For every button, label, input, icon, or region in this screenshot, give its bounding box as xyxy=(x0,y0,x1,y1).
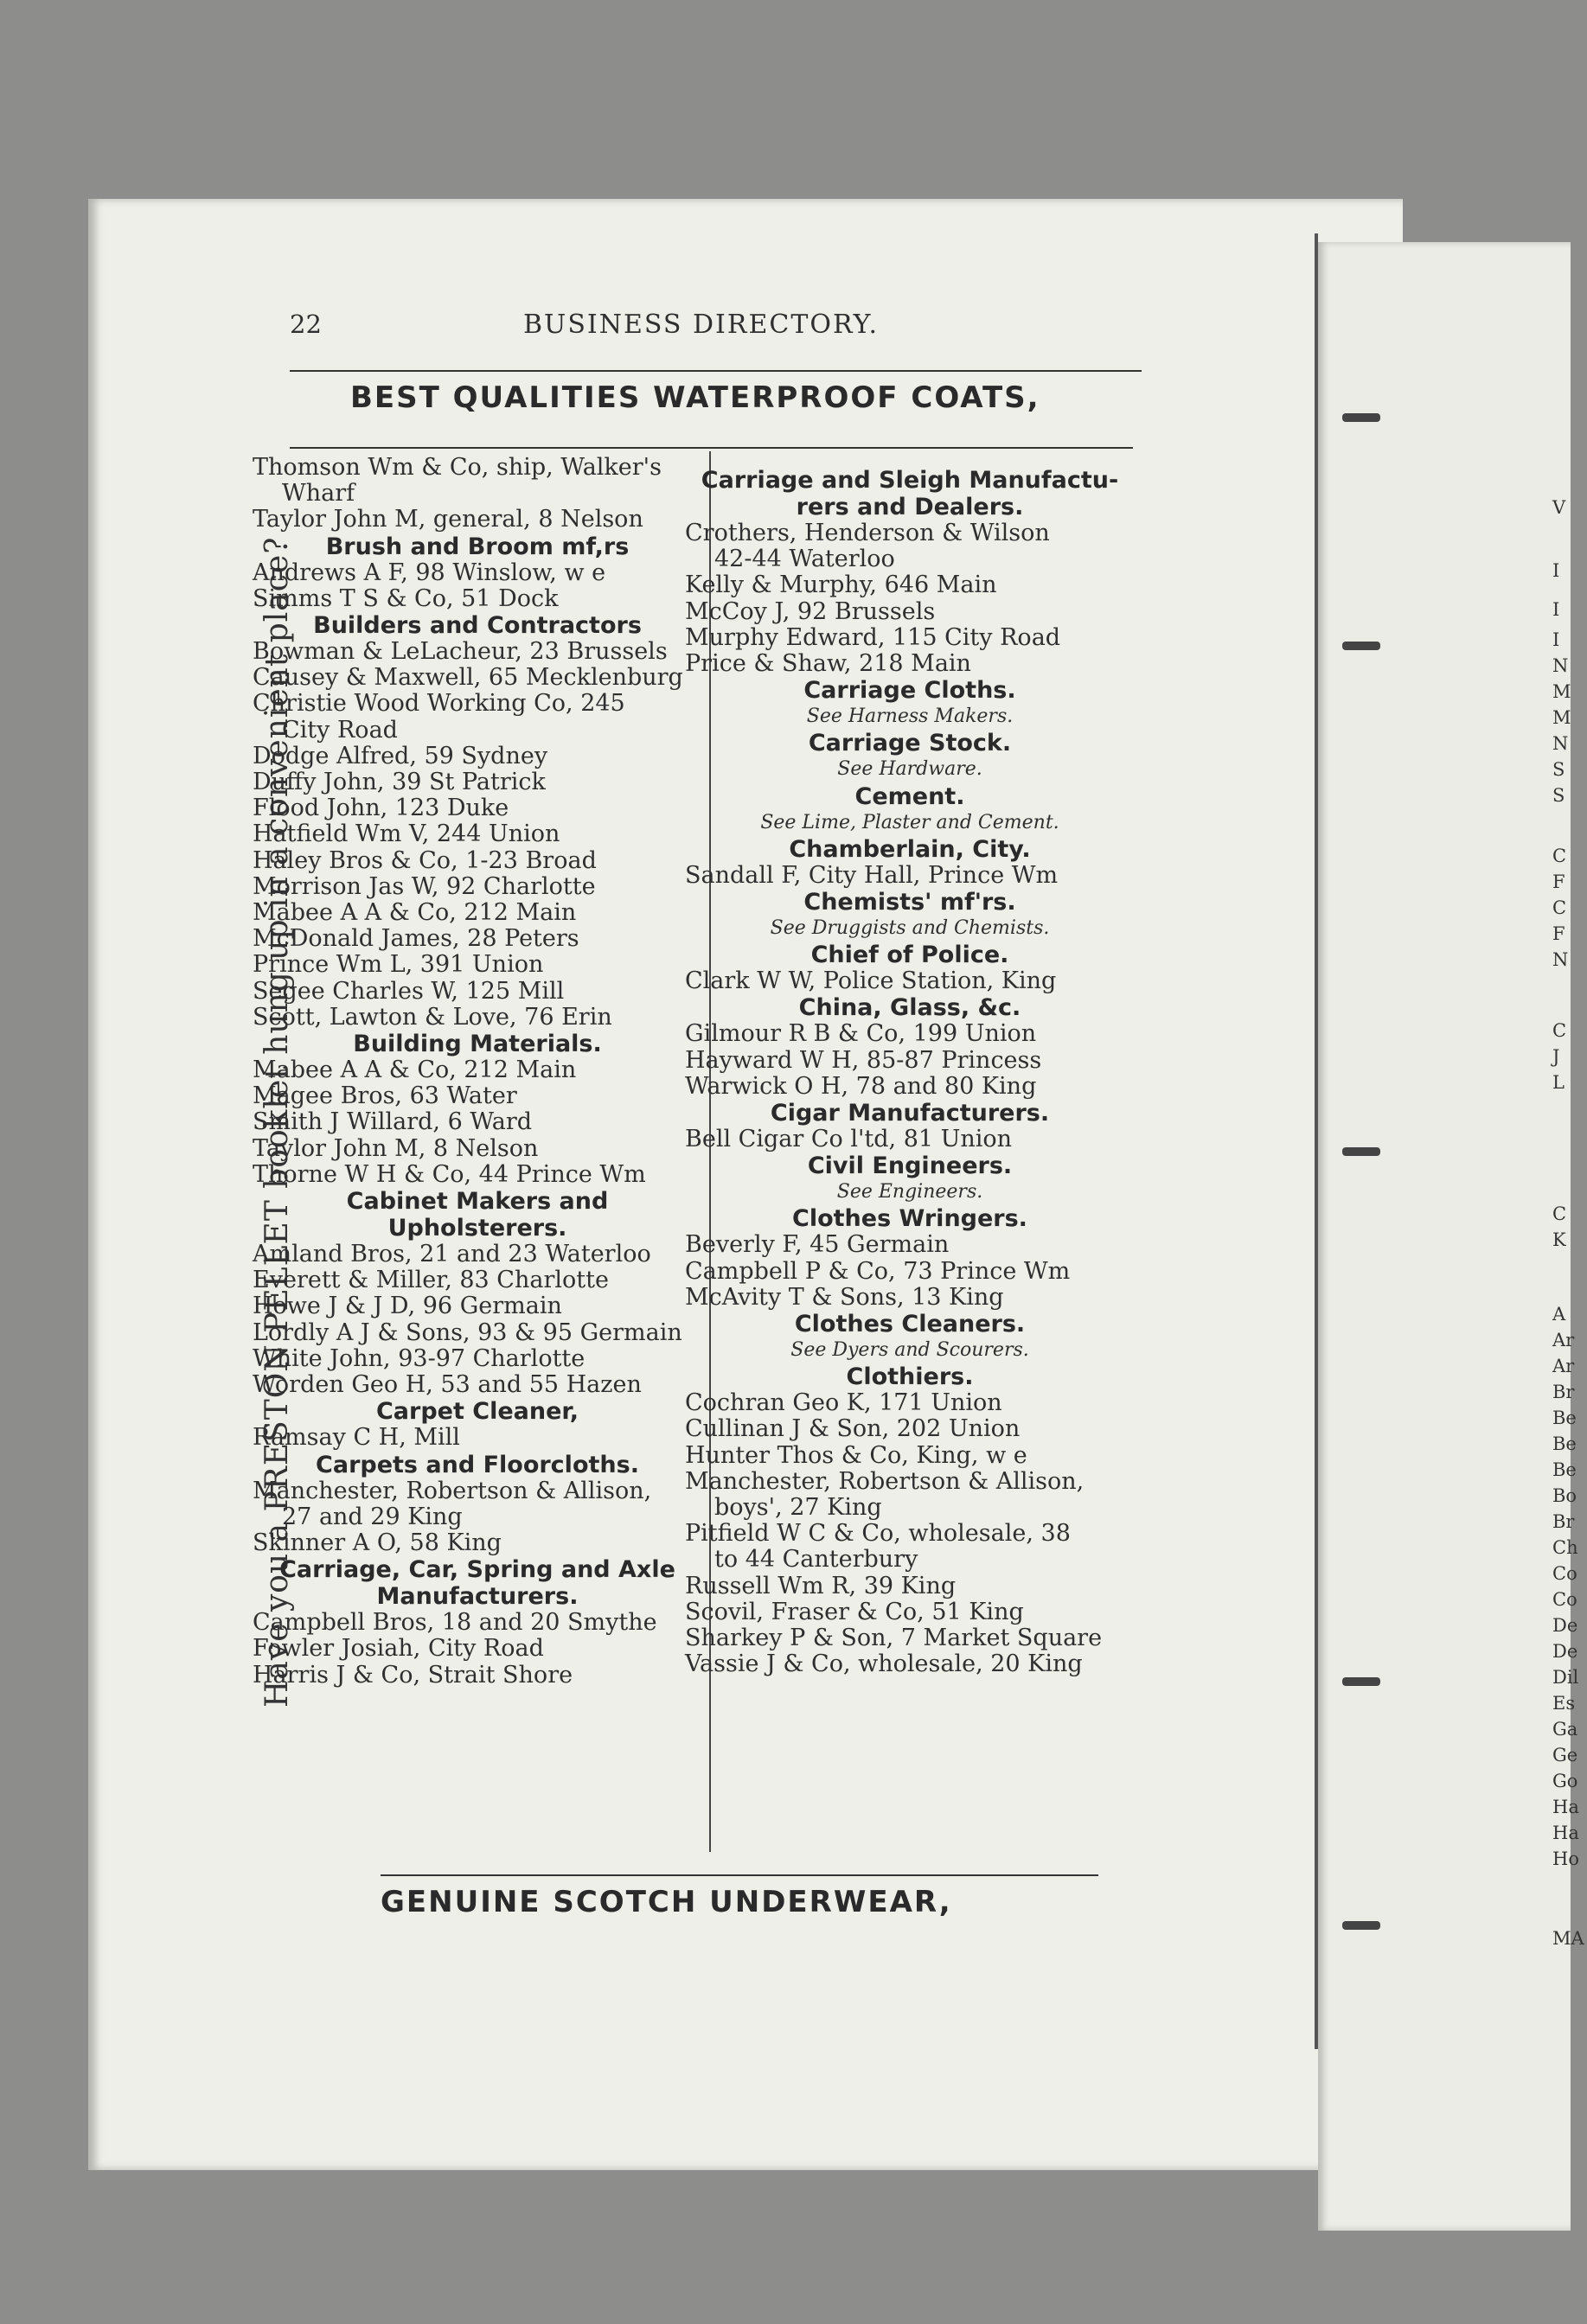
facing-page-letter: A xyxy=(1552,1304,1566,1325)
directory-entry: Hunter Thos & Co, King, w e xyxy=(685,1441,1027,1469)
facing-page-letter: Es xyxy=(1552,1693,1576,1714)
facing-page-letter: C xyxy=(1552,1020,1567,1041)
facing-page-letter: Co xyxy=(1552,1563,1577,1584)
facing-page-letter: Ha xyxy=(1552,1823,1579,1843)
category-heading: Chief of Police. xyxy=(810,942,1009,969)
cross-reference: See Hardware. xyxy=(837,758,982,781)
directory-entry: Flood John, 123 Duke xyxy=(253,795,509,822)
category-heading: Carriage Stock. xyxy=(808,730,1012,757)
facing-page-letter: Be xyxy=(1552,1408,1577,1428)
facing-page-letter: C xyxy=(1552,846,1567,866)
directory-entry: Vassie J & Co, wholesale, 20 King xyxy=(685,1650,1083,1678)
top-banner: BEST QUALITIES WATERPROOF COATS, xyxy=(350,380,1040,415)
facing-page-letter: Be xyxy=(1552,1459,1577,1480)
header-rule xyxy=(290,370,1142,372)
directory-entry: Pitfield W C & Co, wholesale, 38 xyxy=(685,1520,1071,1548)
category-heading: Carriage and Sleigh Manufactu- xyxy=(701,467,1119,494)
directory-entry: Magee Bros, 63 Water xyxy=(253,1082,517,1110)
facing-page-letter: Ha xyxy=(1552,1797,1579,1817)
facing-page-letter: Ga xyxy=(1552,1719,1578,1740)
facing-page-letter: De xyxy=(1552,1641,1578,1662)
directory-entry: Worden Geo H, 53 and 55 Hazen xyxy=(253,1371,642,1399)
running-head: BUSINESS DIRECTORY. xyxy=(523,310,880,340)
directory-entry: Harris J & Co, Strait Shore xyxy=(253,1661,573,1689)
directory-entry: 27 and 29 King xyxy=(282,1503,463,1530)
facing-page-letter: Ar xyxy=(1552,1330,1575,1350)
directory-entry: Ramsay C H, Mill xyxy=(253,1424,460,1452)
facing-page-letter: F xyxy=(1552,872,1565,892)
directory-entry: Mabee A A & Co, 212 Main xyxy=(253,1057,577,1084)
facing-page-letter: M xyxy=(1552,707,1571,728)
facing-page xyxy=(1318,242,1571,2231)
directory-entry: Campbell Bros, 18 and 20 Smythe xyxy=(253,1609,657,1637)
category-heading: Clothiers. xyxy=(846,1363,974,1391)
facing-page-letter: I xyxy=(1552,599,1560,620)
category-heading: Carriage Cloths. xyxy=(803,677,1016,705)
category-heading: Carpets and Floorcloths. xyxy=(316,1451,639,1478)
left-column xyxy=(253,455,702,1689)
category-heading: Building Materials. xyxy=(353,1031,602,1058)
facing-page-letter: I xyxy=(1552,560,1560,581)
facing-page-letter: Be xyxy=(1552,1433,1577,1454)
directory-entry: Segee Charles W, 125 Mill xyxy=(253,977,565,1005)
directory-entry: Sharkey P & Son, 7 Market Square xyxy=(685,1625,1103,1652)
category-heading: Carpet Cleaner, xyxy=(375,1398,579,1426)
directory-entry: Hatfield Wm V, 244 Union xyxy=(253,820,560,848)
directory-entry: McDonald James, 28 Peters xyxy=(253,925,579,953)
facing-page-letter: F xyxy=(1552,923,1565,944)
directory-entry: Campbell P & Co, 73 Prince Wm xyxy=(685,1257,1071,1285)
directory-entry: Wharf xyxy=(282,480,355,508)
category-heading: Brush and Broom mf,rs xyxy=(325,533,630,560)
directory-entry: Haley Bros & Co, 1-23 Broad xyxy=(253,846,597,874)
directory-entry: Warwick O H, 78 and 80 King xyxy=(685,1072,1037,1100)
directory-entry: Manchester, Robertson & Allison, xyxy=(685,1467,1085,1495)
directory-entry: Dodge Alfred, 59 Sydney xyxy=(253,742,548,769)
facing-page-letter: Go xyxy=(1552,1771,1578,1791)
directory-entry: Sandall F, City Hall, Prince Wm xyxy=(685,861,1059,889)
cross-reference: See Harness Makers. xyxy=(806,706,1014,728)
directory-entry: Price & Shaw, 218 Main xyxy=(685,650,971,678)
category-heading: Clothes Cleaners. xyxy=(794,1311,1026,1338)
directory-entry: Murphy Edward, 115 City Road xyxy=(685,623,1061,651)
facing-page-letter: S xyxy=(1552,785,1565,806)
directory-entry: Mabee A A & Co, 212 Main xyxy=(253,899,577,927)
facing-page-letter: Co xyxy=(1552,1589,1577,1610)
binding-mark xyxy=(1342,1677,1380,1686)
category-heading: Carriage, Car, Spring and Axle xyxy=(279,1556,675,1584)
directory-entry: Gilmour R B & Co, 199 Union xyxy=(685,1020,1037,1048)
category-heading: Cabinet Makers and xyxy=(346,1188,609,1216)
category-heading: Cigar Manufacturers. xyxy=(770,1100,1050,1127)
facing-page-letter: C xyxy=(1552,1204,1567,1224)
binding-mark xyxy=(1342,1921,1380,1930)
bottom-banner: GENUINE SCOTCH UNDERWEAR, xyxy=(381,1885,952,1919)
directory-entry: Fowler Josiah, City Road xyxy=(253,1635,544,1663)
directory-entry: Clark W W, Police Station, King xyxy=(685,967,1057,995)
directory-entry: Bell Cigar Co l'td, 81 Union xyxy=(685,1126,1013,1153)
directory-entry: City Road xyxy=(282,716,398,744)
directory-entry: Skinner A O, 58 King xyxy=(253,1529,502,1556)
facing-page-letter: C xyxy=(1552,897,1567,918)
cross-reference: See Engineers. xyxy=(836,1181,983,1204)
category-heading: Civil Engineers. xyxy=(807,1152,1013,1180)
directory-entry: Cullinan J & Son, 202 Union xyxy=(685,1415,1021,1443)
vertical-advertisement: Have you a PRESTON PELLET booklet hung up in a convenient place? xyxy=(259,536,295,1708)
right-column xyxy=(685,467,1135,1678)
category-heading: Builders and Contractors xyxy=(313,612,642,640)
facing-page-letter: J xyxy=(1552,1046,1560,1067)
binding-mark xyxy=(1342,413,1380,422)
category-heading: Upholsterers. xyxy=(387,1215,567,1242)
category-heading: Manufacturers. xyxy=(376,1583,579,1611)
facing-page-letter: Ch xyxy=(1552,1537,1578,1558)
facing-page-letter: Dil xyxy=(1552,1667,1579,1688)
facing-page-letter: Ho xyxy=(1552,1848,1579,1869)
binding-mark xyxy=(1342,642,1380,650)
directory-entry: Amland Bros, 21 and 23 Waterloo xyxy=(253,1241,651,1268)
category-heading: rers and Dealers. xyxy=(796,494,1024,520)
category-heading: Cement. xyxy=(854,782,965,810)
binding-mark xyxy=(1342,1147,1380,1156)
directory-entry: Andrews A F, 98 Winslow, w e xyxy=(253,559,606,586)
directory-entry: Scott, Lawton & Love, 76 Erin xyxy=(253,1003,612,1031)
facing-page-letter: N xyxy=(1552,655,1569,676)
facing-page-letter: MA xyxy=(1552,1928,1584,1949)
cross-reference: See Dyers and Scourers. xyxy=(790,1339,1029,1362)
directory-entry: 42-44 Waterloo xyxy=(714,546,895,573)
page-number: 22 xyxy=(290,310,322,339)
directory-entry: Bowman & LeLacheur, 23 Brussels xyxy=(253,638,668,666)
facing-page-letter: N xyxy=(1552,949,1569,970)
directory-entry: Scovil, Fraser & Co, 51 King xyxy=(685,1598,1024,1625)
facing-page-letter: L xyxy=(1552,1072,1565,1093)
facing-page-letter: I xyxy=(1552,629,1560,650)
facing-page-letter: Ar xyxy=(1552,1356,1575,1376)
directory-entry: Taylor John M, general, 8 Nelson xyxy=(253,506,643,533)
directory-entry: Russell Wm R, 39 King xyxy=(685,1572,957,1599)
facing-page-letter: De xyxy=(1552,1615,1578,1636)
directory-entry: Howe J & J D, 96 Germain xyxy=(253,1293,562,1320)
directory-entry: Christie Wood Working Co, 245 xyxy=(253,690,625,718)
category-heading: Chamberlain, City. xyxy=(789,835,1031,863)
facing-page-letter: Br xyxy=(1552,1382,1575,1402)
footer-rule xyxy=(381,1874,1098,1876)
directory-entry: McAvity T & Sons, 13 King xyxy=(685,1283,1004,1311)
directory-entry: Morrison Jas W, 92 Charlotte xyxy=(253,872,596,900)
directory-entry: White John, 93-97 Charlotte xyxy=(253,1344,586,1372)
directory-entry: Everett & Miller, 83 Charlotte xyxy=(253,1267,609,1294)
facing-page-letter: S xyxy=(1552,759,1565,780)
directory-entry: Kelly & Murphy, 646 Main xyxy=(685,571,997,599)
directory-entry: Prince Wm L, 391 Union xyxy=(253,951,544,979)
directory-entry: Lordly A J & Sons, 93 & 95 Germain xyxy=(253,1318,682,1346)
facing-page-letter: Ge xyxy=(1552,1745,1578,1765)
category-heading: Chemists' mf'rs. xyxy=(803,889,1016,916)
facing-page-letter: N xyxy=(1552,733,1569,754)
cross-reference: See Lime, Plaster and Cement. xyxy=(760,811,1059,833)
facing-page-letter: Bo xyxy=(1552,1485,1577,1506)
directory-entry: Beverly F, 45 Germain xyxy=(685,1231,950,1259)
page-header xyxy=(290,310,1146,348)
facing-page-letter: V xyxy=(1552,497,1566,518)
directory-entry: McCoy J, 92 Brussels xyxy=(685,597,936,625)
directory-entry: Hayward W H, 85-87 Princess xyxy=(685,1046,1042,1074)
directory-entry: Thorne W H & Co, 44 Prince Wm xyxy=(253,1160,646,1188)
directory-entry: boys', 27 King xyxy=(714,1494,882,1522)
directory-entry: Simms T S & Co, 51 Dock xyxy=(253,584,559,612)
facing-page-letter: M xyxy=(1552,681,1571,702)
category-heading: China, Glass, &c. xyxy=(798,994,1021,1022)
facing-page-letter: Br xyxy=(1552,1511,1575,1532)
category-heading: Clothes Wringers. xyxy=(792,1205,1027,1233)
directory-entry: Taylor John M, 8 Nelson xyxy=(253,1134,539,1162)
directory-entry: Causey & Maxwell, 65 Mecklenburg xyxy=(253,664,683,692)
banner-rule xyxy=(290,447,1133,449)
facing-page-letter: K xyxy=(1552,1229,1566,1250)
directory-entry: Duffy John, 39 St Patrick xyxy=(253,769,546,796)
directory-entry: to 44 Canterbury xyxy=(714,1546,918,1574)
cross-reference: See Druggists and Chemists. xyxy=(770,917,1050,940)
directory-entry: Cochran Geo K, 171 Union xyxy=(685,1389,1002,1417)
directory-entry: Crothers, Henderson & Wilson xyxy=(685,520,1050,546)
directory-entry: Manchester, Robertson & Allison, xyxy=(253,1477,652,1504)
directory-entry: Smith J Willard, 6 Ward xyxy=(253,1108,533,1136)
directory-entry: Thomson Wm & Co, ship, Walker's xyxy=(253,454,662,481)
